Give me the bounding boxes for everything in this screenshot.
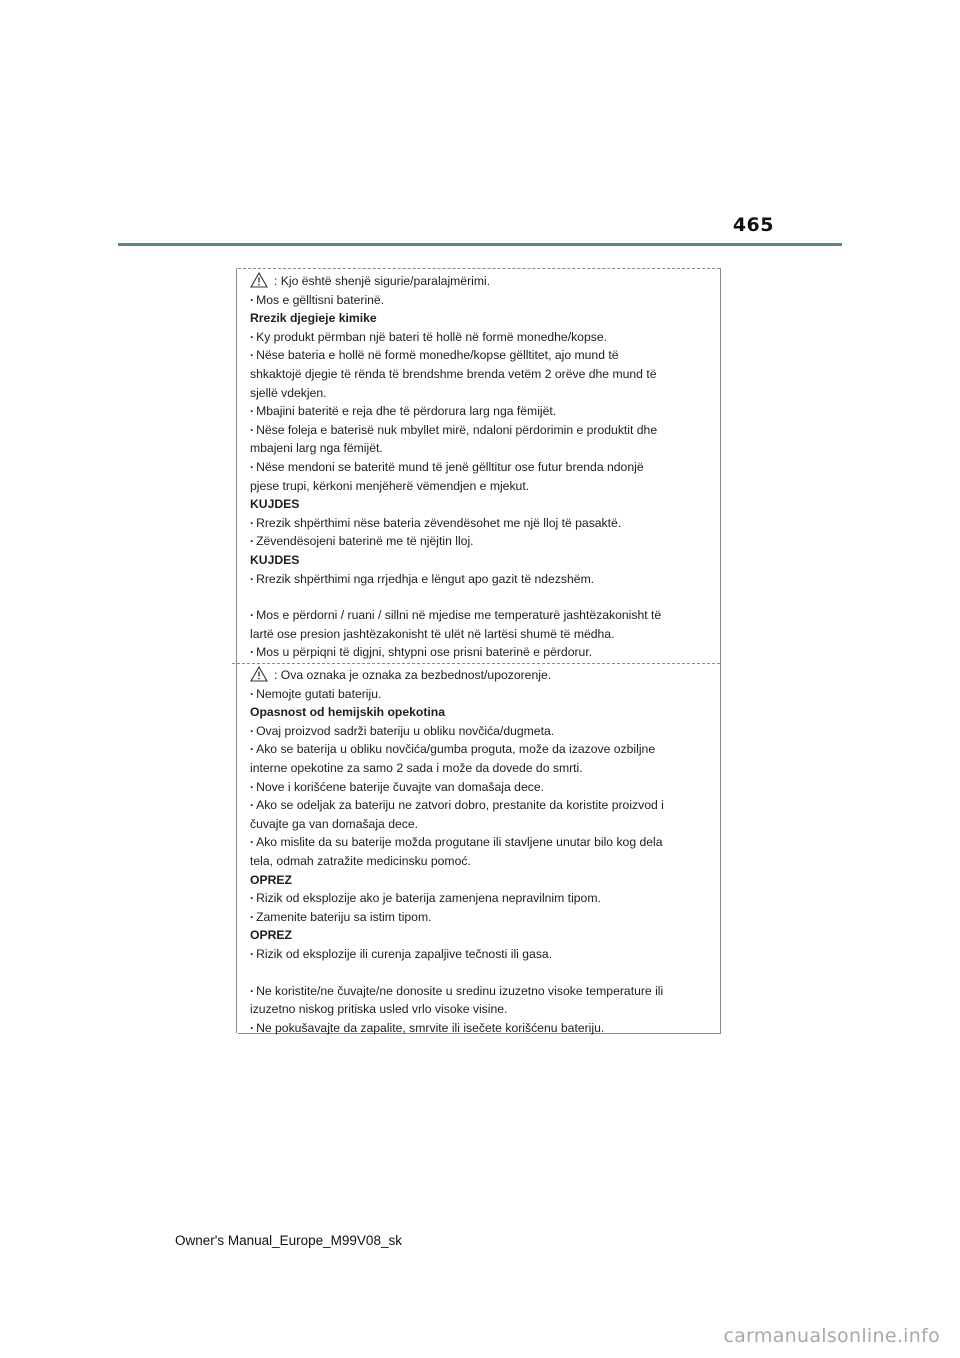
albanian-symbol-text: : Kjo është shenjë sigurie/paralajmërimi. bbox=[274, 274, 491, 288]
albanian-heading: KUJDES bbox=[250, 552, 300, 567]
albanian-text-line: · Zëvendësojeni baterinë me të njëjtin lloj. bbox=[250, 532, 712, 551]
albanian-text-line: · Nëse mendoni se bateritë mund të jenë gëlltitur ose futur brenda ndonjë bbox=[250, 458, 712, 477]
albanian-text-line: lartë ose presion jashtëzakonisht të ulët në lartësi shumë të mëdha. bbox=[250, 626, 615, 641]
section-separator bbox=[232, 663, 720, 664]
albanian-text-line: pjese trupi, kërkoni menjëherë vëmendjen e mjekut. bbox=[250, 478, 530, 493]
serbian-text-line: · Rizik od eksplozije ako je baterija zamenjena nepravilnim tipom. bbox=[250, 889, 712, 908]
serbian-symbol-text: : Ova oznaka je oznaka za bezbednost/upozorenje. bbox=[274, 668, 552, 682]
albanian-text-line: · Rrezik shpërthimi nga rrjedhja e lëngut apo gazit të ndezshëm. bbox=[250, 570, 712, 589]
albanian-spacer bbox=[250, 588, 712, 606]
albanian-text-line: shkaktojë djegie të rënda të brendshme brenda vetëm 2 orëve dhe mund të bbox=[250, 366, 657, 381]
albanian-text-line: · Mos e përdorni / ruani / sillni në mjedise me temperaturë jashtëzakonisht të bbox=[250, 606, 712, 625]
albanian-heading: Rrezik djegieje kimike bbox=[250, 311, 377, 326]
serbian-text-line: · Nemojte gutati bateriju. bbox=[250, 685, 712, 704]
site-watermark: carmanualsonline.info bbox=[723, 1325, 940, 1347]
serbian-text-line: čuvajte ga van domašaja dece. bbox=[250, 816, 419, 831]
albanian-text-line: · Rrezik shpërthimi nëse bateria zëvendësohet me një lloj të pasaktë. bbox=[250, 514, 712, 533]
albanian-lines bbox=[250, 291, 712, 662]
page-number: 465 bbox=[732, 214, 774, 236]
albanian-text-line: · Mos u përpiqni të digjni, shtypni ose prisni baterinë e përdorur. bbox=[250, 643, 712, 662]
battery-warning-label bbox=[238, 268, 721, 1034]
serbian-heading: Opasnost od hemijskih opekotina bbox=[250, 705, 446, 720]
serbian-section bbox=[250, 666, 712, 1037]
serbian-spacer bbox=[250, 964, 712, 982]
albanian-text-line: mbajeni larg nga fëmijët. bbox=[250, 441, 383, 456]
albanian-text-line: · Mos e gëlltisni baterinë. bbox=[250, 291, 712, 310]
albanian-text-line: · Ky produkt përmban një bateri të hollë në formë monedhe/kopse. bbox=[250, 328, 712, 347]
albanian-section bbox=[250, 272, 712, 662]
serbian-text-line: · Zamenite bateriju sa istim tipom. bbox=[250, 908, 712, 927]
serbian-text-line: · Ovaj proizvod sadrži bateriju u obliku novčića/dugmeta. bbox=[250, 722, 712, 741]
serbian-heading: OPREZ bbox=[250, 872, 292, 887]
serbian-lines bbox=[250, 685, 712, 1038]
serbian-text-line: · Rizik od eksplozije ili curenja zapaljive tečnosti ili gasa. bbox=[250, 945, 712, 964]
serbian-symbol-line bbox=[250, 666, 712, 685]
label-top-border bbox=[238, 268, 720, 269]
serbian-text-line: · Ako se baterija u obliku novčića/gumba proguta, može da izazove ozbiljne bbox=[250, 740, 712, 759]
manual-footer: Owner's Manual_Europe_M99V08_sk bbox=[175, 1233, 402, 1248]
warning-triangle-icon bbox=[250, 666, 268, 682]
serbian-heading: OPREZ bbox=[250, 928, 292, 943]
serbian-text-line: · Ako se odeljak za bateriju ne zatvori dobro, prestanite da koristite proizvod i bbox=[250, 796, 712, 815]
serbian-text-line: izuzetno niskog pritiska usled vrlo visoke visine. bbox=[250, 1002, 508, 1017]
serbian-text-line: · Nove i korišćene baterije čuvajte van domašaja dece. bbox=[250, 778, 712, 797]
header-rule bbox=[118, 243, 842, 246]
serbian-text-line: · Ne pokušavajte da zapalite, smrvite ili isečete korišćenu bateriju. bbox=[250, 1019, 712, 1038]
albanian-symbol-line bbox=[250, 272, 712, 291]
warning-triangle-icon bbox=[250, 272, 268, 288]
serbian-text-line: · Ako mislite da su baterije možda progutane ili stavljene unutar bilo kog dela bbox=[250, 833, 712, 852]
serbian-text-line: interne opekotine za samo 2 sada i može da dovede do smrti. bbox=[250, 760, 583, 775]
albanian-text-line: sjellë vdekjen. bbox=[250, 385, 327, 400]
albanian-text-line: · Nëse foleja e baterisë nuk mbyllet mirë, ndaloni përdorimin e produktit dhe bbox=[250, 421, 712, 440]
albanian-text-line: · Mbajini bateritë e reja dhe të përdorura larg nga fëmijët. bbox=[250, 402, 712, 421]
albanian-heading: KUJDES bbox=[250, 497, 300, 512]
serbian-text-line: tela, odmah zatražite medicinsku pomoć. bbox=[250, 853, 471, 868]
albanian-text-line: · Nëse bateria e hollë në formë monedhe/kopse gëlltitet, ajo mund të bbox=[250, 346, 712, 365]
serbian-text-line: · Ne koristite/ne čuvajte/ne donosite u sredinu izuzetno visoke temperature ili bbox=[250, 982, 712, 1001]
